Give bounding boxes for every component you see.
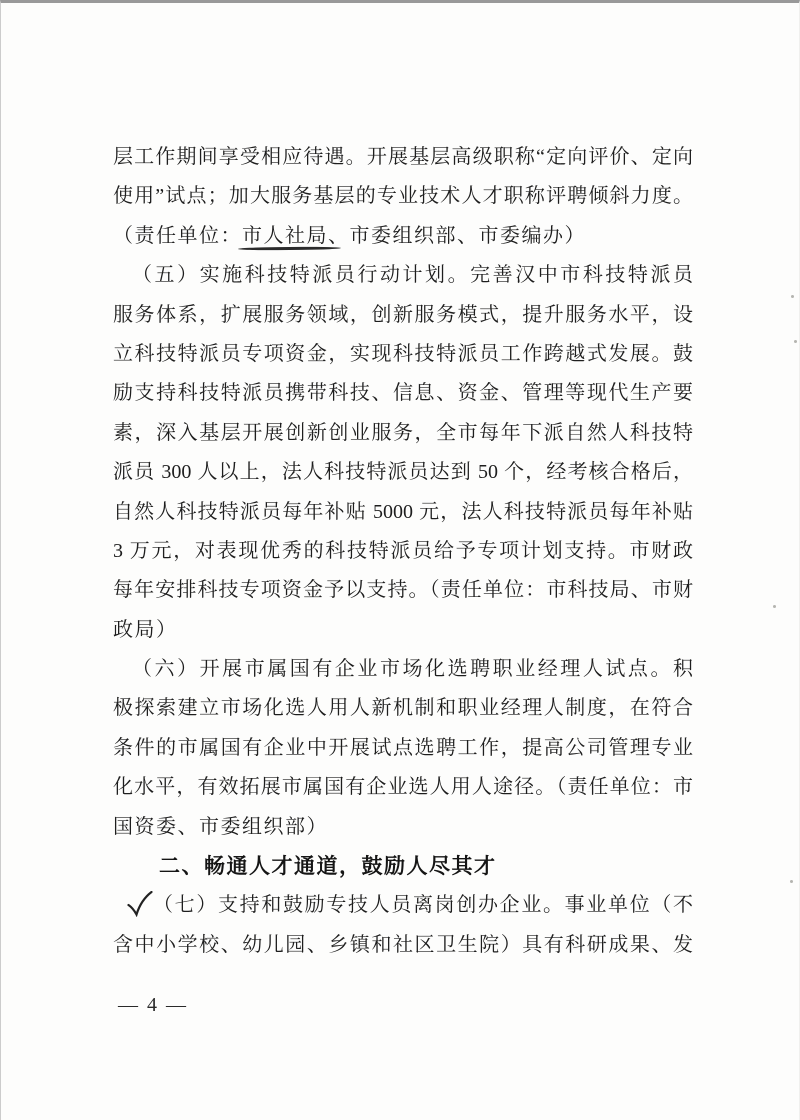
underlined-unit-name: 市人社局 — [242, 224, 328, 247]
text-line: 化水平，有效拓展市属国有企业选人用人途径。（责任单位：市 — [113, 776, 693, 799]
scan-speck — [773, 605, 776, 608]
text-segment: 、市委组织部、市委编办） — [328, 224, 586, 247]
text-line: （六）开展市属国有企业市场化选聘职业经理人试点。积 — [132, 658, 693, 681]
handwritten-checkmark-icon — [127, 891, 153, 917]
document-text-block — [113, 138, 693, 965]
text-line — [113, 217, 693, 256]
text-line: 每年安排科技专项资金予以支持。（责任单位：市科技局、市财 — [113, 579, 693, 602]
text-line: 自然人科技特派员每年补贴 5000 元，法人科技特派员每年补贴 — [113, 500, 693, 523]
text-line: 素，深入基层开展创新创业服务，全市每年下派自然人科技特 — [113, 421, 693, 444]
text-line: 使用”试点；加大服务基层的专业技术人才职称评聘倾斜力度。 — [113, 185, 693, 208]
page-number: — 4 — — [118, 994, 188, 1016]
text-segment: （责任单位： — [113, 224, 242, 247]
section-heading: 二、畅通人才通道，鼓励人尽其才 — [159, 855, 497, 879]
scan-speck — [791, 295, 794, 298]
text-line: 服务体系，扩展服务领域，创新服务模式，提升服务水平，设 — [113, 303, 693, 326]
text-line: 极探索建立市场化选人用人新机制和职业经理人制度，在符合 — [113, 697, 693, 720]
text-line: 含中小学校、幼儿园、乡镇和社区卫生院）具有科研成果、发 — [113, 933, 693, 956]
scan-speck — [790, 880, 793, 883]
scan-speck — [794, 340, 797, 343]
text-line: 国资委、市委组织部） — [113, 815, 328, 838]
text-line: （五）实施科技特派员行动计划。完善汉中市科技特派员 — [132, 264, 693, 287]
text-line: 立科技特派员专项资金，实现科技特派员工作跨越式发展。鼓 — [113, 342, 693, 365]
text-line: 层工作期间享受相应待遇。开展基层高级职称“定向评价、定向 — [113, 146, 693, 168]
text-line: （七）支持和鼓励专技人员离岗创办企业。事业单位（不 — [113, 886, 693, 925]
text-line: 励支持科技特派员携带科技、信息、资金、管理等现代生产要 — [113, 382, 693, 405]
text-line: 3 万元，对表现优秀的科技特派员给予专项计划支持。市财政 — [113, 539, 693, 562]
text-line: 政局） — [113, 618, 178, 641]
text-line: 条件的市属国有企业中开展试点选聘工作，提高公司管理专业 — [113, 736, 693, 759]
text-line: 派员 300 人以上，法人科技特派员达到 50 个，经考核合格后， — [113, 461, 693, 484]
